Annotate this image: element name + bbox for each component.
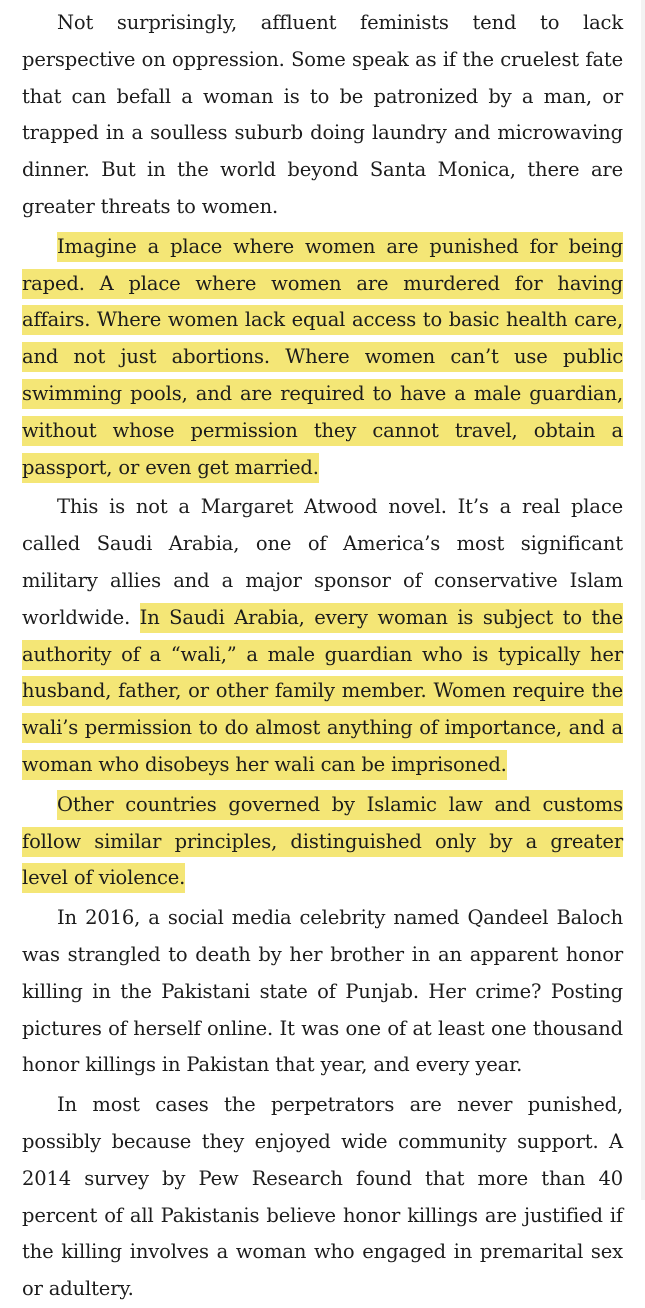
paragraph-other-countries [22, 787, 623, 897]
paragraph-text: In 2016, a social media celebrity named Qandeel Baloch was strangled to death by her brother in an apparent honor killing in the Pakistani state of Punjab. Her crime? Posting pictures of herself online. It was one of at least one thousand honor killings in Pakistan that year, and every year. [22, 906, 623, 1077]
paragraph-qandeel-baloch [22, 900, 623, 1084]
paragraph-text: Not surprisingly, affluent feminists tend to lack perspective on oppression. Some speak as if the cruelest fate that can befall a woman is to be patronized by a man, or trapped in a soulless suburb doing laundry and microwaving dinner. But in the world beyond Santa Monica, there are greater threats to women. [22, 11, 623, 218]
paragraph-text: In most cases the perpetrators are never punished, possibly because they enjoyed wide community support. A 2014 survey by Pew Research found that more than 40 percent of all Pakistanis believe honor killings are justified if the killing involves a woman who engaged in premarital sex or adultery. [22, 1093, 623, 1301]
highlighted-text: Other countries governed by Islamic law and customs follow similar principles, distinguished only by a greater level of violence. [22, 790, 623, 894]
paragraph-imagine-a-place [22, 229, 623, 487]
highlighted-text: Imagine a place where women are punished for being raped. A place where women are murdered for having affairs. Where women lack equal access to basic health care, and not just abortions. Where women can’t use public swimming pools, and are required to have a male guardian, without whose permission they cannot travel, obtain a passport, or even get married. [22, 232, 623, 483]
page-edge-divider [641, 0, 645, 1200]
highlighted-text: In Saudi Arabia, every woman is subject to the authority of a “wali,” a male guardian who is typically her husband, father, or other family member. Women require the wali’s permission to do almost anything of importance, and a woman who disobeys her wali can be imprisoned. [22, 603, 623, 780]
paragraph-saudi-arabia [22, 489, 623, 783]
paragraph-affluent-feminists [22, 5, 623, 226]
paragraph-pew-research [22, 1087, 623, 1308]
paragraph-text: This is not a Margaret Atwood novel. It’s a real place called Saudi Arabia, one of America’s most significant military allies and a major sponsor of conservative Islam worldwide. [22, 495, 623, 629]
